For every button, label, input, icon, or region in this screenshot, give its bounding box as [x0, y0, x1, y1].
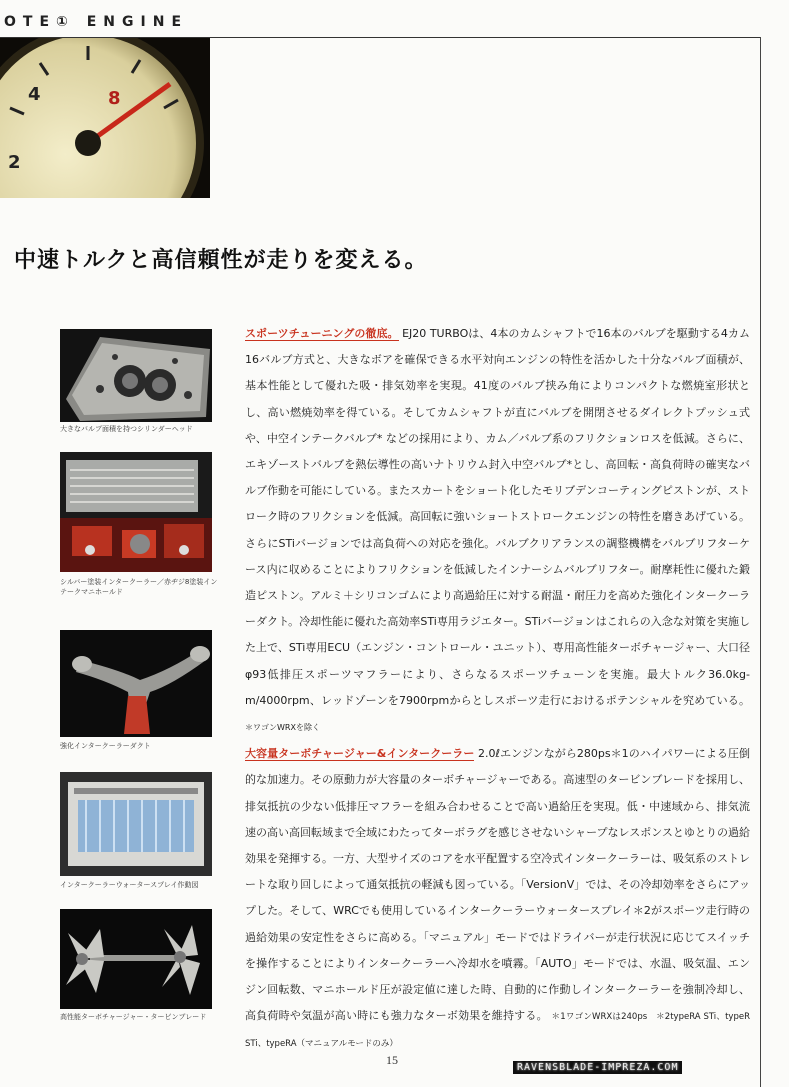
figure-caption: 高性能ターボチャージャー・タービンブレード — [60, 1013, 207, 1021]
section-sports-tuning — [245, 321, 750, 741]
turbine-blade-photo — [60, 909, 212, 1009]
water-spray-photo — [60, 772, 212, 876]
intercooler-manifold-photo — [60, 452, 212, 572]
svg-text:8: 8 — [108, 88, 121, 109]
page-right-rule — [760, 37, 761, 1087]
page-number: 15 — [386, 1053, 398, 1067]
section-body: EJ20 TURBOは、4本のカムシャフトで16本のバルブを駆動する4カム16バルブ方式と、大きなボアを確保できる水平対向エンジンの特性を活かした十分なバルブ面積が、基本性能として優れた吸・排気効率を実現。41度のバルブ挟み角によりコンパクトな燃焼室形状とし、高い燃焼効率を得ている。そしてカムシャフトが直にバルブを開閉させるダイレクトプッシュ式や、中空インテークバルブ* などの採用により、カム／バルブ系のフリクションロスを低減。さらに、エキゾーストバルブを熱伝導性の高いナトリウム封入中空バルブ*とし、高回転・高負荷時の確実なバルブ作動を可能にしている。またスカートをショート化したモリブデンコーティングピストンが、ストローク時のフリクションを低減。高回転に強いショートストロークエンジンの特性を磨きあげている。さらにSTiバージョンでは高負荷への対応を強化。バルブクリアランスの調整機構をバルブリフターケース内に収めることによりフリクションを低減したインナーシムバルブリフター。耐摩耗性に優れた鍛造ピストン。アルミ＋シリコンゴムにより高過給圧に対する耐温・耐圧力を高めた強化インタークーラーダクト。冷却性能に優れた高効率STi専用ラジエター。STiバージョンはこれらの入念な対策を実施した上で、STi専用ECU（エンジン・コントロール・ユニット）、専用高性能ターボチャージャー、大口径 φ93低排圧スポーツマフラーにより、さらなるスポーツチューンを実施。最大トルク36.0kg-m/4000rpm、レッドゾーンを7900rpmからとしスポーツ走行におけるポテンシャルを究めている。 — [245, 327, 751, 707]
site-watermark: RAVENSBLADE-IMPREZA.COM — [513, 1061, 682, 1074]
svg-text:4: 4 — [28, 84, 41, 105]
intercooler-duct-photo — [60, 630, 212, 737]
section-heading: 大容量ターボチャージャー&インタークーラー — [245, 747, 475, 761]
header-label: OTE① ENGINE — [4, 14, 189, 30]
svg-text:2: 2 — [8, 152, 21, 173]
tachometer-photo — [0, 38, 210, 198]
body-text — [245, 321, 750, 1058]
section-body: 2.0ℓエンジンながら280ps＊1のハイパワーによる圧倒的な加速力。その原動力が大容量のターボチャージャーである。高速型のタービンブレードを採用し、排気抵抗の少ない低排圧マフラーを組み合わせることで高い過給圧を実現。低・中速域から、排気流速の高い高回転域まで全域にわたってターボラグを感じさせないシャープなレスポンスとゆとりの過給効果を発揮する。一方、大型サイズのコアを水平配置する空冷式インタークーラーは、吸気系のストレートな取り回しによって通気抵抗の軽減も図っている。「VersionV」では、その冷却効率をさらにアップした。そして、WRCでも使用しているインタークーラーウォータースプレイ＊2がスポーツ走行時の過給効果の安定性をさらに高める。「マニュアル」モードではドライバーが走行状況に応じてスイッチを操作することによりインタークーラーへ冷却水を噴霧。「AUTO」モードでは、水温、吸気温、エンジン回転数、マニホールド圧が設定値に達した時、自動的に作動しインタークーラーを強制冷却し、高負荷時や気温が高い時にも強力なターボ効果を維持する。 — [245, 747, 750, 1023]
figure-caption: 強化インタークーラーダクト — [60, 742, 151, 750]
section-note: ＊ワゴンWRXを除く — [245, 723, 320, 733]
section-turbo-intercooler — [245, 741, 750, 1057]
figure-caption: シルバー塗装インタークーラー／赤ヂジ8塗装インテークマニホールド — [60, 578, 218, 596]
headline: 中速トルクと高信頼性が走りを変える。 — [14, 248, 428, 273]
section-footnote: ＊1ワゴンWRXは240ps ＊2typeRA STi、typeR STi、typeRA（マニュアルモードのみ） — [245, 1012, 750, 1050]
figure-caption: インタークーラーウォータースプレイ作動図 — [60, 881, 199, 889]
figure-caption: 大きなバルブ面積を持つシリンダーヘッド — [60, 425, 193, 433]
cylinder-head-photo — [60, 329, 212, 422]
section-heading: スポーツチューニングの徹底。 — [245, 327, 399, 340]
